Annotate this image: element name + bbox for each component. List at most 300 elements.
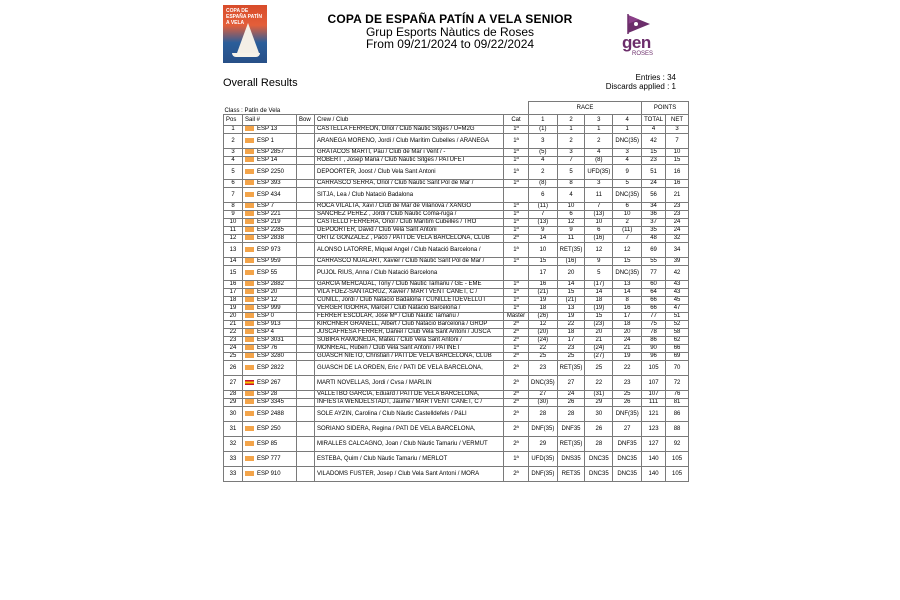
- crew-club-cell: PUJOL RIUS, Anna / Club Natació Barcelona: [315, 266, 504, 281]
- race-2-score: (21): [557, 297, 585, 305]
- sail-number: ESP 910: [257, 470, 281, 477]
- sail-number: ESP 393: [257, 180, 281, 187]
- crew-club-cell: GUASCH NIETO, Christian / PATI DE VELA BARCELONA, CLUB: [315, 353, 504, 361]
- bow-cell: [297, 321, 315, 329]
- race-1-score: 7: [529, 211, 558, 219]
- pos-cell: 15: [224, 266, 243, 281]
- net-points-cell: 15: [666, 157, 689, 165]
- bow-cell: [297, 399, 315, 407]
- race-1-score: 6: [529, 188, 558, 203]
- race-4-score: 5: [613, 180, 642, 188]
- penalty-points: 35: [630, 470, 638, 477]
- race-4-score: [613, 188, 642, 203]
- section-title: Overall Results: [223, 77, 298, 89]
- crew-club-cell: VILADOMS FUSTER, Josep / Club Vela Sant Antoni / MORA: [315, 467, 504, 482]
- pos-cell: 29: [224, 399, 243, 407]
- penalty-points: (35): [543, 425, 555, 432]
- sail-cell: [243, 180, 297, 188]
- table-row: [224, 203, 689, 211]
- race-4-score: 10: [613, 211, 642, 219]
- nation-flag-icon: [245, 456, 254, 461]
- race-2-score: 12: [557, 219, 585, 227]
- race-4-score: 16: [613, 305, 642, 313]
- race-4-score: 22: [613, 361, 642, 376]
- net-points-cell: 58: [666, 329, 689, 337]
- nation-flag-icon: [245, 329, 254, 334]
- nation-flag-icon: [245, 289, 254, 294]
- category-cell: 1ª: [504, 281, 529, 289]
- pos-cell: 8: [224, 203, 243, 211]
- total-points-cell: 51: [642, 165, 666, 180]
- table-row: [224, 297, 689, 305]
- penalty-points: (35): [571, 440, 583, 447]
- entries-count: Entries : 34: [635, 73, 676, 82]
- penalty-points: (35): [571, 364, 583, 371]
- table-row: [224, 281, 689, 289]
- race-2-score: 24: [557, 391, 585, 399]
- race-4-score: 1: [613, 126, 642, 134]
- category-cell: 2ª: [504, 407, 529, 422]
- nation-flag-icon: [245, 441, 254, 446]
- total-points-cell: 36: [642, 211, 666, 219]
- table-row: [224, 266, 689, 281]
- category-cell: 2ª: [504, 391, 529, 399]
- pos-cell: 26: [224, 361, 243, 376]
- race-1-score: 2: [529, 165, 558, 180]
- crew-club-cell: GRATACOS MARTI, Pau / Club de Mar i Vent / -: [315, 149, 504, 157]
- penalty-code: DNC: [615, 269, 629, 276]
- sail-number: ESP 55: [257, 269, 278, 276]
- pos-cell: 17: [224, 289, 243, 297]
- category-cell: 1ª: [504, 289, 529, 297]
- total-points-cell: 78: [642, 329, 666, 337]
- crew-club-cell: VERGER IGORRA, Marcel / Club Natació Barcelona /: [315, 305, 504, 313]
- race-3-score: (27): [585, 353, 613, 361]
- net-points-cell: 16: [666, 165, 689, 180]
- race-4-score: 26: [613, 399, 642, 407]
- race-4-score: 24: [613, 337, 642, 345]
- total-points-cell: 35: [642, 227, 666, 235]
- total-points-cell: 123: [642, 422, 666, 437]
- category-cell: 2ª: [504, 235, 529, 243]
- pos-cell: 25: [224, 353, 243, 361]
- category-cell: 2ª: [504, 437, 529, 452]
- race-4-score: 14: [613, 289, 642, 297]
- total-points-cell: 23: [642, 157, 666, 165]
- sail-cell: [243, 452, 297, 467]
- crew-club-cell: DEPOORTER, David / Club Vela Sant Antoni: [315, 227, 504, 235]
- category-cell: 1ª: [504, 149, 529, 157]
- sail-cell: [243, 305, 297, 313]
- total-points-cell: 121: [642, 407, 666, 422]
- pos-cell: 11: [224, 227, 243, 235]
- sail-number: ESP 267: [257, 379, 281, 386]
- total-points-cell: 48: [642, 235, 666, 243]
- discards-applied: Discards applied : 1: [605, 82, 676, 91]
- bow-cell: [297, 297, 315, 305]
- event-poster-image: [223, 5, 267, 63]
- table-row: [224, 305, 689, 313]
- bow-cell: [297, 305, 315, 313]
- crew-club-cell: SANCHEZ PEREZ , Jordi / Club Nàutic Coma-ruga /: [315, 211, 504, 219]
- penalty-code: DNF: [617, 440, 631, 447]
- pos-cell: 18: [224, 297, 243, 305]
- points-group-header: POINTS: [642, 102, 689, 115]
- total-points-cell: 66: [642, 305, 666, 313]
- bow-cell: [297, 376, 315, 391]
- net-points-cell: 34: [666, 243, 689, 258]
- bow-cell: [297, 188, 315, 203]
- race-1-score: (8): [529, 180, 558, 188]
- race-1-score: (1): [529, 126, 558, 134]
- race-1-score: 29: [529, 437, 558, 452]
- category-cell: 1ª: [504, 227, 529, 235]
- category-cell: 1ª: [504, 134, 529, 149]
- sail-cell: [243, 203, 297, 211]
- crew-club-cell: ROBERT , Josep Maria / Club Nàutic Sitges / PATUFET: [315, 157, 504, 165]
- category-cell: 1ª: [504, 180, 529, 188]
- sail-number: ESP 7: [257, 203, 274, 210]
- penalty-points: 35: [574, 455, 581, 462]
- race-2-score: 18: [557, 329, 585, 337]
- table-row: [224, 321, 689, 329]
- race-3-score: 2: [585, 134, 613, 149]
- col-cat: Cat: [504, 115, 529, 126]
- race-1-score: 16: [529, 281, 558, 289]
- table-row: [224, 180, 689, 188]
- sail-number: ESP 3031: [257, 337, 284, 344]
- race-1-score: 23: [529, 361, 558, 376]
- crew-club-cell: ROCA VILALTA, Xavi / Club de Mar de Vilanova / XANGÓ: [315, 203, 504, 211]
- race-1-score: 18: [529, 305, 558, 313]
- race-4-score: 9: [613, 165, 642, 180]
- nation-flag-icon: [245, 227, 254, 232]
- penalty-code: DNC: [531, 379, 544, 386]
- category-cell: 1ª: [504, 203, 529, 211]
- bow-cell: [297, 467, 315, 482]
- category-cell: 1ª: [504, 126, 529, 134]
- spain-flag-icon: [245, 380, 254, 385]
- nation-flag-icon: [245, 471, 254, 476]
- race-1-score: 25: [529, 353, 558, 361]
- race-1-score: [529, 452, 558, 467]
- pos-cell: 6: [224, 180, 243, 188]
- sail-number: ESP 0: [257, 313, 274, 320]
- penalty-code: DNF: [531, 470, 544, 477]
- penalty-code: UFD: [587, 168, 600, 175]
- race-4-score: 25: [613, 391, 642, 399]
- race-4-score: 3: [613, 149, 642, 157]
- race-1-score: 19: [529, 297, 558, 305]
- race-1-score: [529, 376, 558, 391]
- total-points-cell: 69: [642, 243, 666, 258]
- category-cell: 2ª: [504, 321, 529, 329]
- bow-cell: [297, 329, 315, 337]
- sail-number: ESP 250: [257, 425, 281, 432]
- sail-number: ESP 1: [257, 137, 274, 144]
- penalty-points: (35): [599, 168, 611, 175]
- table-row: [224, 134, 689, 149]
- race-2-score: [557, 437, 585, 452]
- table-row: [224, 452, 689, 467]
- category-cell: 2ª: [504, 361, 529, 376]
- crew-club-cell: CUNILL, Jordi / Club Natació Badalona / CUNILLETDEVELLUT: [315, 297, 504, 305]
- total-points-cell: 4: [642, 126, 666, 134]
- race-4-score: [613, 452, 642, 467]
- col-total: TOTAL: [642, 115, 666, 126]
- sail-cell: [243, 227, 297, 235]
- penalty-points: (35): [571, 246, 583, 253]
- bow-cell: [297, 361, 315, 376]
- net-points-cell: 72: [666, 376, 689, 391]
- sail-number: ESP 14: [257, 157, 278, 164]
- crew-club-cell: MIRALLES CALCAGNO, Joan / Club Nàutic Tamariu / VERMUT: [315, 437, 504, 452]
- bow-cell: [297, 452, 315, 467]
- net-points-cell: 92: [666, 437, 689, 452]
- net-points-cell: 105: [666, 467, 689, 482]
- pos-cell: 24: [224, 345, 243, 353]
- penalty-points: 35: [602, 455, 609, 462]
- results-body: [224, 126, 689, 482]
- race-1-score: [529, 467, 558, 482]
- race-group-header: RACE: [529, 102, 642, 115]
- club-name: Grup Esports Nàutics de Roses: [365, 24, 535, 39]
- table-row: [224, 289, 689, 297]
- sail-cell: [243, 422, 297, 437]
- net-points-cell: 24: [666, 219, 689, 227]
- nation-flag-icon: [245, 192, 254, 197]
- total-points-cell: 64: [642, 289, 666, 297]
- race-1-score: (5): [529, 149, 558, 157]
- table-row: [224, 345, 689, 353]
- net-points-cell: 70: [666, 361, 689, 376]
- total-points-cell: 15: [642, 149, 666, 157]
- race-3-score: 30: [585, 407, 613, 422]
- col-race-3: 3: [585, 115, 613, 126]
- sail-number: ESP 221: [257, 211, 281, 218]
- category-cell: 2ª: [504, 337, 529, 345]
- pos-cell: 28: [224, 391, 243, 399]
- pos-cell: 31: [224, 422, 243, 437]
- race-1-score: 10: [529, 243, 558, 258]
- sail-number: ESP 4: [257, 329, 274, 336]
- sail-cell: [243, 211, 297, 219]
- pos-cell: 27: [224, 376, 243, 391]
- sail-cell: [243, 361, 297, 376]
- bow-cell: [297, 203, 315, 211]
- penalty-code: DNF: [615, 410, 629, 417]
- crew-club-cell: MARTI NOVELLAS, Jordi / Cvsa / MARLIN: [315, 376, 504, 391]
- race-3-score: 3: [585, 180, 613, 188]
- race-3-score: [585, 452, 613, 467]
- race-1-score: (20): [529, 329, 558, 337]
- penalty-points: (35): [628, 191, 640, 198]
- race-2-score: 25: [557, 353, 585, 361]
- pos-cell: 16: [224, 281, 243, 289]
- race-4-score: [613, 134, 642, 149]
- sail-cell: [243, 165, 297, 180]
- sail-number: ESP 973: [257, 246, 281, 253]
- crew-club-cell: INFIESTA WENDELSTADT, Jaume / MAR I VENT CANET, C /: [315, 399, 504, 407]
- sail-number: ESP 28: [257, 391, 278, 398]
- race-3-score: 9: [585, 258, 613, 266]
- nation-flag-icon: [245, 211, 254, 216]
- race-3-score: 28: [585, 437, 613, 452]
- pos-cell: 21: [224, 321, 243, 329]
- table-row: [224, 329, 689, 337]
- sail-cell: [243, 149, 297, 157]
- race-2-score: [557, 361, 585, 376]
- table-row: [224, 399, 689, 407]
- category-cell: 2ª: [504, 329, 529, 337]
- race-2-score: 19: [557, 313, 585, 321]
- race-2-score: [557, 452, 585, 467]
- race-2-score: [557, 243, 585, 258]
- sail-cell: [243, 126, 297, 134]
- net-points-cell: 3: [666, 126, 689, 134]
- category-cell: [504, 266, 529, 281]
- penalty-code: RET: [561, 470, 574, 477]
- penalty-points: 35: [573, 470, 581, 477]
- race-1-score: 9: [529, 227, 558, 235]
- race-3-score: 12: [585, 243, 613, 258]
- table-row: [224, 467, 689, 482]
- bow-cell: [297, 391, 315, 399]
- table-row: [224, 353, 689, 361]
- table-row: [224, 157, 689, 165]
- net-points-cell: 7: [666, 134, 689, 149]
- category-cell: 1ª: [504, 243, 529, 258]
- poster-hull-shape: [232, 53, 260, 57]
- sail-number: ESP 777: [257, 455, 281, 462]
- net-points-cell: 16: [666, 180, 689, 188]
- penalty-code: RET: [559, 246, 572, 253]
- sail-cell: [243, 321, 297, 329]
- crew-club-cell: SITJA, Lea / Club Natació Badalona: [315, 188, 504, 203]
- net-points-cell: 51: [666, 313, 689, 321]
- sail-number: ESP 3280: [257, 353, 284, 360]
- pos-cell: 12: [224, 235, 243, 243]
- table-row: [224, 407, 689, 422]
- sail-number: ESP 2882: [257, 281, 284, 288]
- race-2-score: 14: [557, 281, 585, 289]
- sail-number: ESP 434: [257, 191, 281, 198]
- race-1-score: 28: [529, 407, 558, 422]
- category-cell: 2ª: [504, 376, 529, 391]
- category-cell: 1ª: [504, 452, 529, 467]
- sail-cell: [243, 337, 297, 345]
- race-4-score: [613, 437, 642, 452]
- total-points-cell: 105: [642, 361, 666, 376]
- penalty-code: DNC: [617, 470, 631, 477]
- net-points-cell: 24: [666, 227, 689, 235]
- category-cell: 1ª: [504, 258, 529, 266]
- sail-cell: [243, 235, 297, 243]
- total-points-cell: 24: [642, 180, 666, 188]
- sail-cell: [243, 437, 297, 452]
- race-1-score: 22: [529, 345, 558, 353]
- total-points-cell: 107: [642, 376, 666, 391]
- race-1-score: (11): [529, 203, 558, 211]
- bow-cell: [297, 211, 315, 219]
- nation-flag-icon: [245, 297, 254, 302]
- sail-cell: [243, 353, 297, 361]
- penalty-code: DNC: [615, 191, 629, 198]
- bow-cell: [297, 149, 315, 157]
- race-1-score: 3: [529, 134, 558, 149]
- race-4-score: 6: [613, 203, 642, 211]
- sail-cell: [243, 297, 297, 305]
- total-points-cell: 42: [642, 134, 666, 149]
- penalty-code: DNF: [531, 425, 544, 432]
- bow-cell: [297, 281, 315, 289]
- table-row: [224, 188, 689, 203]
- race-3-score: 29: [585, 399, 613, 407]
- table-row: [224, 361, 689, 376]
- race-2-score: 23: [557, 345, 585, 353]
- col-pos: Pos: [224, 115, 243, 126]
- race-4-score: 2: [613, 219, 642, 227]
- race-3-score: 26: [585, 422, 613, 437]
- race-4-score: 18: [613, 321, 642, 329]
- total-points-cell: 96: [642, 353, 666, 361]
- penalty-points: (35): [628, 137, 640, 144]
- burgee-flag-icon: [625, 14, 651, 34]
- race-1-score: 17: [529, 266, 558, 281]
- sail-number: ESP 2838: [257, 235, 284, 242]
- pos-cell: 33: [224, 452, 243, 467]
- crew-club-cell: VILA FDEZ-SANTACRUZ, Xavier / MAR I VENT CANET, C /: [315, 289, 504, 297]
- pos-cell: 5: [224, 165, 243, 180]
- net-points-cell: 88: [666, 422, 689, 437]
- table-row: [224, 126, 689, 134]
- sail-cell: [243, 243, 297, 258]
- table-row: [224, 376, 689, 391]
- nation-flag-icon: [245, 345, 254, 350]
- race-3-score: (8): [585, 157, 613, 165]
- crew-club-cell: GARCIA MERCADAL, Tony / Club Nàutic Tamariu / GE - EME: [315, 281, 504, 289]
- race-2-score: 28: [557, 407, 585, 422]
- net-points-cell: 52: [666, 321, 689, 329]
- nation-flag-icon: [245, 126, 254, 131]
- nation-flag-icon: [245, 203, 254, 208]
- race-3-score: (13): [585, 211, 613, 219]
- net-points-cell: 69: [666, 353, 689, 361]
- total-points-cell: 127: [642, 437, 666, 452]
- pos-cell: 23: [224, 337, 243, 345]
- crew-club-cell: CARRASCO SERRA, Oriol / Club Nàutic Sant Pol de Mar /: [315, 180, 504, 188]
- penalty-code: DNC: [617, 455, 631, 462]
- table-row: [224, 165, 689, 180]
- total-points-cell: 107: [642, 391, 666, 399]
- total-points-cell: 86: [642, 337, 666, 345]
- net-points-cell: 66: [666, 345, 689, 353]
- sail-number: ESP 85: [257, 440, 278, 447]
- pos-cell: 7: [224, 188, 243, 203]
- race-3-score: 25: [585, 361, 613, 376]
- race-2-score: 10: [557, 203, 585, 211]
- nation-flag-icon: [245, 391, 254, 396]
- bow-cell: [297, 313, 315, 321]
- race-3-score: 11: [585, 188, 613, 203]
- race-4-score: 8: [613, 297, 642, 305]
- race-2-score: 11: [557, 235, 585, 243]
- race-3-score: 20: [585, 329, 613, 337]
- net-points-cell: 42: [666, 266, 689, 281]
- total-points-cell: 60: [642, 281, 666, 289]
- penalty-points: 35: [573, 425, 581, 432]
- total-points-cell: 55: [642, 258, 666, 266]
